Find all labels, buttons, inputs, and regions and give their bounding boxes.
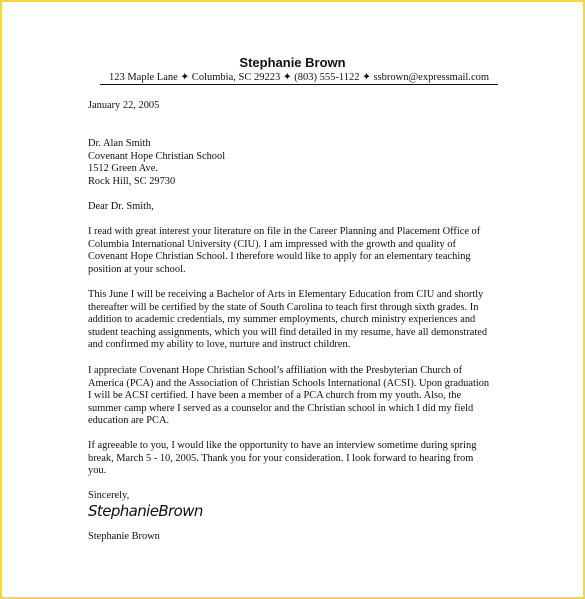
paragraph-line: This June I will be receiving a Bachelor of Arts in Elementary Education from CIU and shortly (88, 289, 484, 300)
paragraph-line: Covenant Hope Christian School. I therefore would like to apply for an elementary teaching (88, 251, 471, 263)
recipient-line: Rock Hill, SC 29730 (88, 175, 176, 187)
paragraph-line: position at your school. (88, 263, 186, 275)
recipient-line: Dr. Alan Smith (88, 138, 151, 149)
paragraph-line: I appreciate Covenant Hope Christian School’s affiliation with the Presbyterian Church of (88, 365, 463, 376)
paragraph-line: you. (88, 465, 107, 477)
sender-name: Stephanie Brown (239, 55, 346, 70)
paragraph-line: If agreeable to you, I would like the opportunity to have an interview sometime during spring (88, 440, 477, 451)
paragraph-line: addition to academic credentials, my summer employments, church ministry experiences and (88, 314, 476, 326)
letter-page (2, 2, 583, 597)
paragraph-2 (88, 289, 508, 352)
paragraph-line: America (PCA) and the Association of Christian Schools International (ACSI). Upon graduation (88, 377, 490, 389)
paragraph-3 (88, 365, 508, 428)
paragraph-line: break, March 5 - 10, 2005. Thank you for your consideration. I look forward to hearing from (88, 452, 474, 464)
recipient-line: 1512 Green Ave. (88, 163, 158, 175)
recipient-address (88, 138, 508, 188)
typed-name: Stephanie Brown (88, 531, 160, 542)
letter-date: January 22, 2005 (88, 100, 160, 111)
paragraph-line: and confirmed my ability to love, nurture and instruct children. (88, 339, 351, 351)
paragraph-line: student teaching assignments, which you will find detailed in my resume, have all demonstrated (88, 326, 488, 338)
salutation: Dear Dr. Smith, (88, 201, 154, 212)
paragraph-1 (88, 226, 508, 276)
paragraph-line: summer camp where I served as a counselor and the Christian school in which I did my field (88, 402, 474, 414)
paragraph-line: Columbia International University (CIU). I am impressed with the growth and quality of (88, 238, 456, 250)
paragraph-line: I read with great interest your literature on file in the Career Planning and Placement Office of (88, 226, 481, 237)
sender-contact-line: 123 Maple Lane ✦ Columbia, SC 29223 ✦ (803) 555-1122 ✦ ssbrown@expressmail.com (100, 72, 498, 85)
closing: Sincerely, (88, 490, 130, 501)
paragraph-line: education are PCA. (88, 415, 170, 427)
handwritten-signature: StephanieBrown (88, 502, 203, 520)
paragraph-4 (88, 440, 508, 478)
recipient-line: Covenant Hope Christian School (88, 150, 226, 162)
paragraph-line: thereafter will be certified by the state of South Carolina to teach first through sixth grades. In (88, 301, 479, 313)
paragraph-line: I will be ACSI certified. I have been a member of a PCA church from my youth. Also, the (88, 390, 462, 402)
